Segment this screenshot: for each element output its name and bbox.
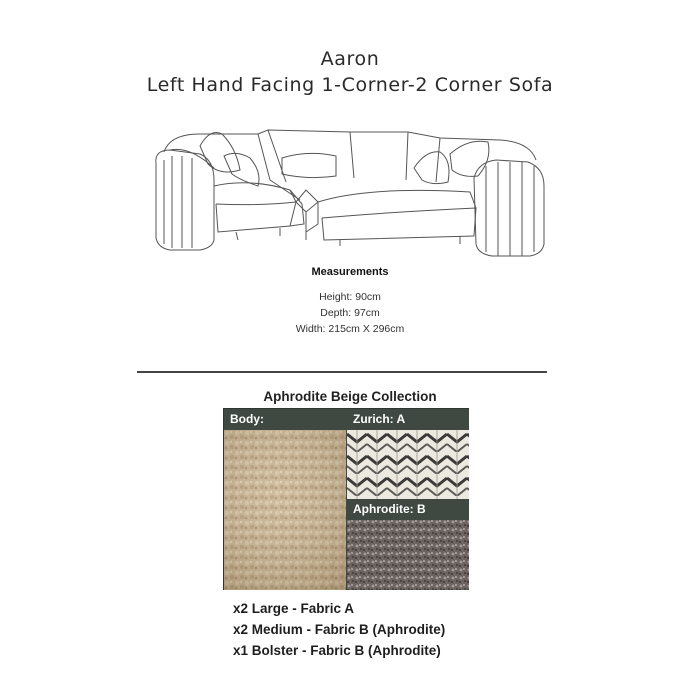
measurements-heading: Measurements [311, 266, 389, 278]
body-fabric-swatch [224, 430, 346, 590]
cushion-line-large: x2 Large - Fabric A [233, 601, 355, 616]
fabric-swatch-panel [223, 408, 469, 590]
aphrodite-fabric-swatch [347, 520, 469, 590]
collection-title: Aphrodite Beige Collection [263, 389, 437, 404]
product-config: Left Hand Facing 1-Corner-2 Corner Sofa [146, 74, 554, 96]
width-value: Width: 215cm X 296cm [295, 323, 405, 335]
cushion-line-bolster: x1 Bolster - Fabric B (Aphrodite) [233, 643, 441, 658]
fabric-b-label: Aphrodite: B [347, 499, 469, 520]
sofa-illustration [140, 120, 560, 265]
product-name: Aaron [320, 48, 380, 70]
zurich-fabric-swatch [347, 430, 469, 499]
cushion-line-medium: x2 Medium - Fabric B (Aphrodite) [233, 622, 446, 637]
depth-value: Depth: 97cm [320, 307, 380, 319]
body-fabric-label: Body: [224, 409, 346, 430]
height-value: Height: 90cm [319, 291, 381, 303]
fabric-a-label: Zurich: A [347, 409, 469, 430]
section-divider [137, 371, 547, 373]
